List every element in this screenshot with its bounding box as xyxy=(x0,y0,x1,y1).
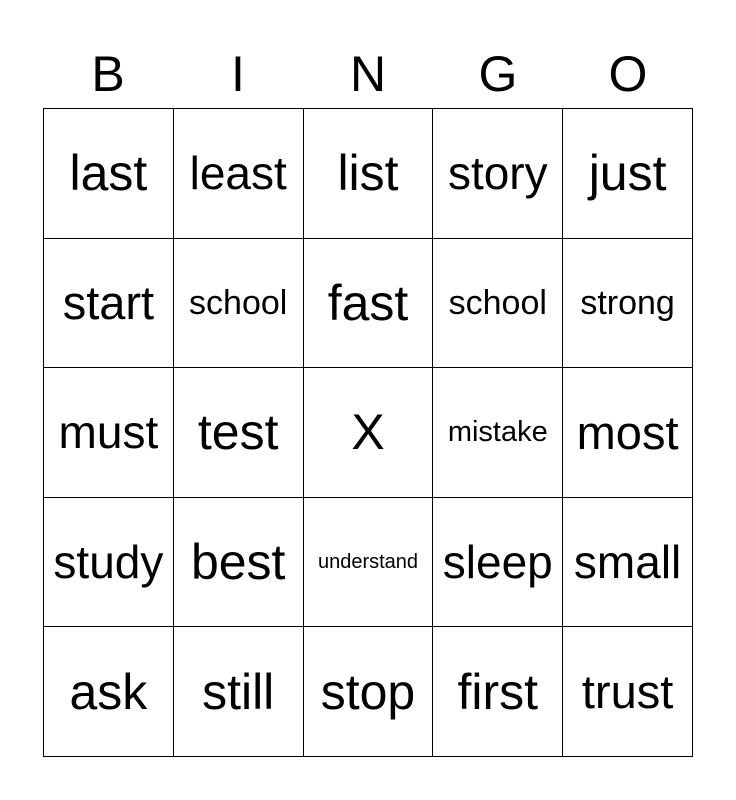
cell-word: small xyxy=(573,536,682,589)
cell-word: ask xyxy=(69,663,148,720)
cell-word: most xyxy=(576,405,679,459)
cell-word: school xyxy=(448,283,547,322)
bingo-cell[interactable] xyxy=(304,239,434,369)
cell-word: least xyxy=(189,147,287,200)
cell-word: just xyxy=(588,145,667,202)
bingo-cell[interactable] xyxy=(44,239,174,369)
bingo-cell[interactable] xyxy=(44,498,174,628)
header-letter-i: I xyxy=(231,46,245,102)
bingo-cell[interactable] xyxy=(433,368,563,498)
bingo-cell[interactable] xyxy=(304,109,434,239)
bingo-cell[interactable] xyxy=(304,498,434,628)
header-letter-b: B xyxy=(91,46,125,102)
bingo-cell[interactable] xyxy=(304,627,434,757)
free-space-mark: X xyxy=(351,404,385,461)
bingo-board xyxy=(43,108,693,757)
bingo-cell[interactable] xyxy=(44,109,174,239)
bingo-cell[interactable] xyxy=(563,239,693,369)
bingo-cell[interactable] xyxy=(174,109,304,239)
bingo-cell[interactable] xyxy=(174,239,304,369)
bingo-cell[interactable] xyxy=(433,498,563,628)
cell-word: list xyxy=(337,145,399,202)
cell-word: must xyxy=(58,406,159,459)
bingo-cell[interactable] xyxy=(44,627,174,757)
cell-word: story xyxy=(447,147,548,200)
bingo-cell[interactable] xyxy=(174,498,304,628)
cell-word: best xyxy=(190,534,286,591)
cell-word: last xyxy=(69,145,148,202)
header-letter-n: N xyxy=(349,46,387,102)
bingo-cell[interactable] xyxy=(433,109,563,239)
free-space-cell[interactable] xyxy=(304,368,434,498)
bingo-cell[interactable] xyxy=(563,109,693,239)
cell-word: first xyxy=(457,663,539,720)
bingo-cell[interactable] xyxy=(174,368,304,498)
cell-word: study xyxy=(53,536,164,589)
cell-word: strong xyxy=(580,283,675,322)
header-letter-g: G xyxy=(478,46,518,102)
bingo-cell[interactable] xyxy=(433,239,563,369)
bingo-cell[interactable] xyxy=(563,368,693,498)
cell-word: mistake xyxy=(447,415,548,448)
bingo-cell[interactable] xyxy=(563,498,693,628)
bingo-cell[interactable] xyxy=(44,368,174,498)
cell-word: still xyxy=(202,663,275,720)
bingo-cell[interactable] xyxy=(174,627,304,757)
bingo-cell[interactable] xyxy=(433,627,563,757)
cell-word: school xyxy=(189,283,288,322)
cell-word: sleep xyxy=(442,536,553,589)
cell-word: fast xyxy=(327,274,409,331)
bingo-cell[interactable] xyxy=(563,627,693,757)
bingo-header xyxy=(43,40,693,108)
cell-word: trust xyxy=(581,665,674,719)
header-letter-o: O xyxy=(608,46,648,102)
cell-word: start xyxy=(62,276,155,330)
cell-word: test xyxy=(197,404,279,461)
cell-word: stop xyxy=(320,663,416,720)
cell-word: understand xyxy=(317,551,419,574)
